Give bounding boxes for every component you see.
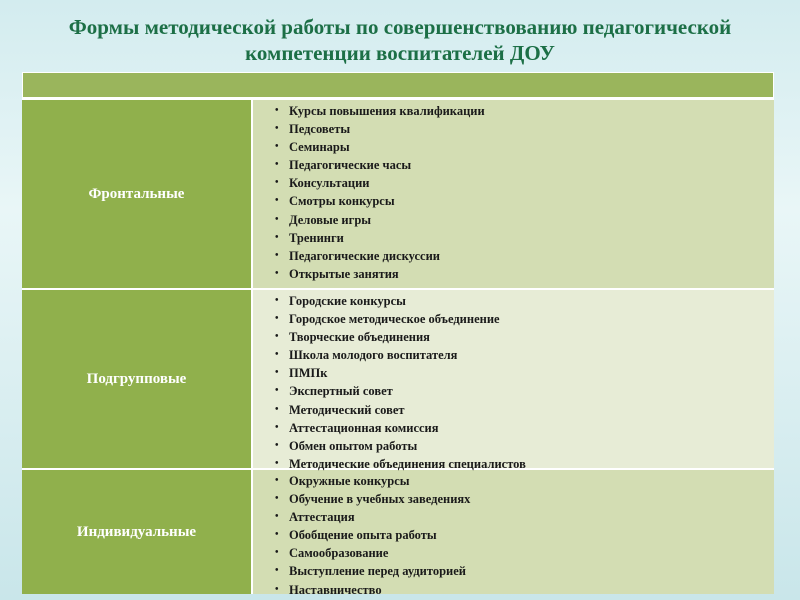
list-item: • Педсоветы — [275, 120, 774, 138]
list-item: • Семинары — [275, 138, 774, 156]
table-header-row — [22, 72, 774, 98]
list-item: • Открытые занятия — [275, 265, 774, 283]
list-item: • Методический совет — [275, 401, 774, 419]
title-line-1: Формы методической работы по совершенствованию педагогической — [68, 15, 732, 39]
category-cell: Индивидуальные — [22, 470, 253, 594]
list-item: • Самообразование — [275, 544, 774, 562]
table-row-individual — [22, 468, 774, 597]
list-item: • Деловые игры — [275, 211, 774, 229]
table-row-frontal — [22, 98, 774, 288]
page-title — [0, 14, 800, 66]
item-list — [253, 290, 774, 471]
list-item: • Творческие объединения — [275, 328, 774, 346]
item-list — [253, 100, 774, 288]
list-item: • Школа молодого воспитателя — [275, 346, 774, 364]
category-cell: Фронтальные — [22, 100, 253, 288]
table-row-subgroup — [22, 288, 774, 471]
list-item: • Аттестация — [275, 508, 774, 526]
item-list — [253, 470, 774, 597]
list-item: • Смотры конкурсы — [275, 192, 774, 210]
list-item: • Педагогические дискуссии — [275, 247, 774, 265]
list-item: • Консультации — [275, 174, 774, 192]
list-item: • Городское методическое объединение — [275, 310, 774, 328]
methods-table — [22, 72, 774, 597]
list-item: • Городские конкурсы — [275, 292, 774, 310]
list-item: • Обмен опытом работы — [275, 437, 774, 455]
category-cell: Подгрупповые — [22, 290, 253, 468]
list-item: • ПМПк — [275, 364, 774, 382]
list-item: • Выступление перед аудиторией — [275, 562, 774, 580]
list-item: • Методические объединения специалистов — [275, 455, 774, 473]
list-item: • Педагогические часы — [275, 156, 774, 174]
list-item: • Экспертный совет — [275, 382, 774, 400]
list-item: • Тренинги — [275, 229, 774, 247]
list-item: • Курсы повышения квалификации — [275, 102, 774, 120]
list-item: • Обобщение опыта работы — [275, 526, 774, 544]
list-item: • Окружные конкурсы — [275, 472, 774, 490]
list-item: • Обучение в учебных заведениях — [275, 490, 774, 508]
title-line-2: компетенции воспитателей ДОУ — [245, 41, 555, 65]
list-item: • Аттестационная комиссия — [275, 419, 774, 437]
list-item: • Наставничество — [275, 581, 774, 599]
